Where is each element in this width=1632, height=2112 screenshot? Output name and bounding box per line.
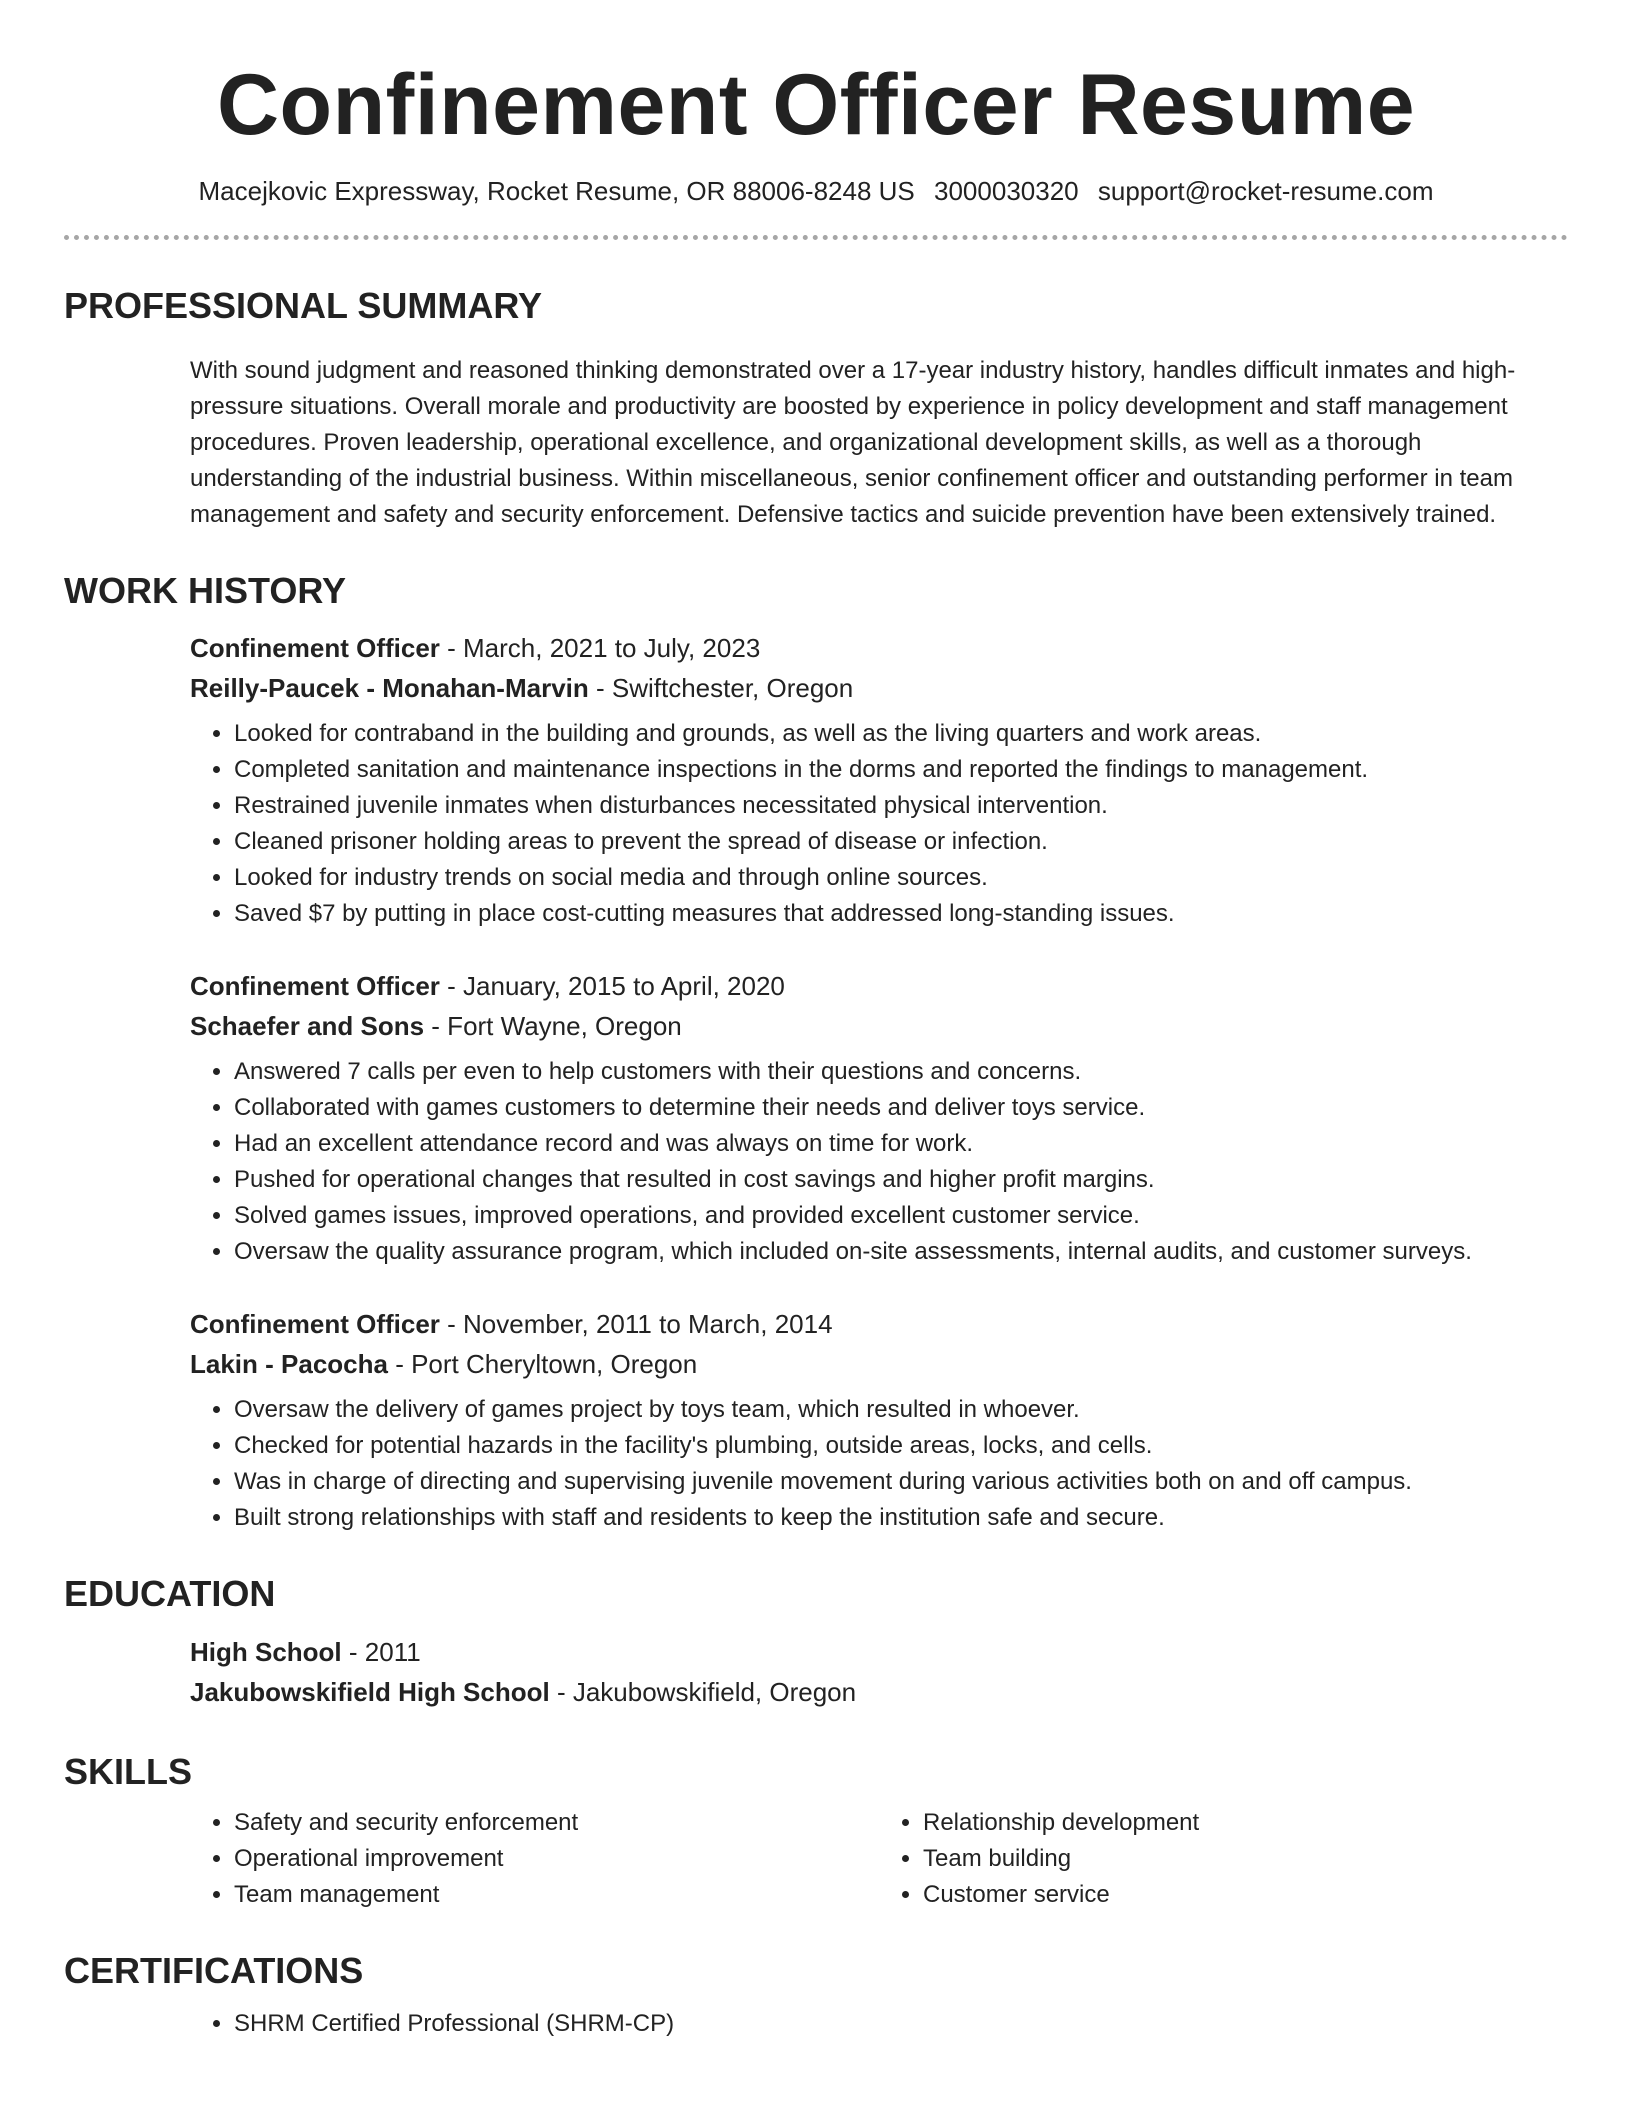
list-item: • Saved $7 by putting in place cost-cutting measures that addressed long-standing issues.: [234, 896, 1568, 932]
skill-item: • Team management: [234, 1877, 879, 1913]
skills-section: [64, 1805, 1568, 1913]
page-title: Confinement Officer Resume: [216, 57, 1416, 153]
certifications-heading: CERTIFICATIONS: [64, 1949, 364, 1991]
work-history-section: [64, 628, 1568, 1536]
job-title: Confinement Officer: [190, 633, 440, 664]
list-item: • Restrained juvenile inmates when disturbances necessitated physical intervention.: [234, 788, 1568, 824]
list-item: • Cleaned prisoner holding areas to prevent the spread of disease or infection.: [234, 824, 1568, 860]
education-location: - Jakubowskifield, Oregon: [549, 1676, 857, 1707]
job-entry: [190, 1304, 1568, 1536]
job-entry: [190, 628, 1568, 932]
list-item: • Solved games issues, improved operations, and provided excellent customer service.: [234, 1198, 1568, 1234]
job-location: - Swiftchester, Oregon: [588, 673, 854, 704]
work-history-heading: WORK HISTORY: [64, 570, 347, 612]
certifications-list: [190, 2006, 1568, 2042]
education-heading: EDUCATION: [64, 1573, 276, 1615]
list-item: • Checked for potential hazards in the facility's plumbing, outside areas, locks, and cells.: [234, 1428, 1568, 1464]
list-item: • Built strong relationships with staff and residents to keep the institution safe and secure.: [234, 1500, 1568, 1536]
skill-item: • Team building: [923, 1841, 1568, 1877]
list-item: • Had an excellent attendance record and was always on time for work.: [234, 1126, 1568, 1162]
list-item: • Oversaw the quality assurance program, which included on-site assessments, internal audits, and customer surveys.: [234, 1234, 1568, 1270]
skill-item: • Safety and security enforcement: [234, 1805, 879, 1841]
skill-item: • Operational improvement: [234, 1841, 879, 1877]
contact-phone: 3000030320: [934, 176, 1079, 207]
job-dates: - March, 2021 to July, 2023: [439, 633, 761, 664]
contact-line: [64, 175, 1568, 209]
skills-column-right: [879, 1805, 1568, 1913]
contact-email: support@rocket-resume.com: [1097, 176, 1434, 207]
skills-column-left: [190, 1805, 879, 1913]
job-entry: [190, 966, 1568, 1270]
skills-grid: [190, 1805, 1568, 1913]
education-degree: High School: [190, 1636, 342, 1667]
contact-address: Macejkovic Expressway, Rocket Resume, OR 88006-8248 US: [198, 176, 915, 207]
job-company-line: [190, 1344, 1568, 1384]
job-dates: - January, 2015 to April, 2020: [439, 971, 785, 1002]
list-item: • Completed sanitation and maintenance inspections in the dorms and reported the findings to management.: [234, 752, 1568, 788]
skill-item: • Relationship development: [923, 1805, 1568, 1841]
education-section: [64, 1632, 1568, 1712]
list-item: • Answered 7 calls per even to help customers with their questions and concerns.: [234, 1054, 1568, 1090]
education-year: - 2011: [341, 1636, 421, 1667]
skill-item: • Customer service: [923, 1877, 1568, 1913]
certifications-section: [64, 2006, 1568, 2042]
header-divider: [64, 235, 1568, 240]
summary-heading: PROFESSIONAL SUMMARY: [64, 284, 543, 326]
job-company-line: [190, 668, 1568, 708]
job-company: Lakin - Pacocha: [190, 1349, 388, 1380]
job-title-line: [190, 966, 1568, 1006]
job-company: Schaefer and Sons: [190, 1011, 425, 1042]
list-item: • Oversaw the delivery of games project by toys team, which resulted in whoever.: [234, 1392, 1568, 1428]
job-company: Reilly-Paucek - Monahan-Marvin: [190, 673, 589, 704]
education-degree-line: [190, 1632, 1568, 1672]
list-item: • Collaborated with games customers to determine their needs and deliver toys service.: [234, 1090, 1568, 1126]
education-school: Jakubowskifield High School: [190, 1676, 550, 1707]
job-bullets: [190, 1392, 1568, 1536]
certification-item: • SHRM Certified Professional (SHRM-CP): [234, 2006, 1568, 2042]
job-location: - Fort Wayne, Oregon: [424, 1011, 682, 1042]
job-title: Confinement Officer: [190, 971, 440, 1002]
job-title-line: [190, 628, 1568, 668]
job-title: Confinement Officer: [190, 1309, 440, 1340]
list-item: • Looked for industry trends on social media and through online sources.: [234, 860, 1568, 896]
job-location: - Port Cheryltown, Oregon: [387, 1349, 698, 1380]
summary-text: With sound judgment and reasoned thinking demonstrated over a 17-year industry history, handles difficult inmates and high-pressure situations. Overall morale and productivity are boosted by experience in policy development and staff management procedures. Proven leadership, operational excellence, and organizational development skills, as well as a thorough understanding of the industrial business. Within miscellaneous, senior confinement officer and outstanding performer in team management and safety and security enforcement. Defensive tactics and suicide prevention have been extensively trained.: [190, 357, 1516, 529]
job-dates: - November, 2011 to March, 2014: [439, 1309, 833, 1340]
summary-section: [64, 353, 1568, 533]
list-item: • Was in charge of directing and supervising juvenile movement during various activities both on and off campus.: [234, 1464, 1568, 1500]
education-school-line: [190, 1672, 1568, 1712]
list-item: • Pushed for operational changes that resulted in cost savings and higher profit margins.: [234, 1162, 1568, 1198]
skills-heading: SKILLS: [64, 1750, 193, 1792]
job-bullets: [190, 716, 1568, 932]
job-title-line: [190, 1304, 1568, 1344]
job-bullets: [190, 1054, 1568, 1270]
job-company-line: [190, 1006, 1568, 1046]
list-item: • Looked for contraband in the building and grounds, as well as the living quarters and work areas.: [234, 716, 1568, 752]
